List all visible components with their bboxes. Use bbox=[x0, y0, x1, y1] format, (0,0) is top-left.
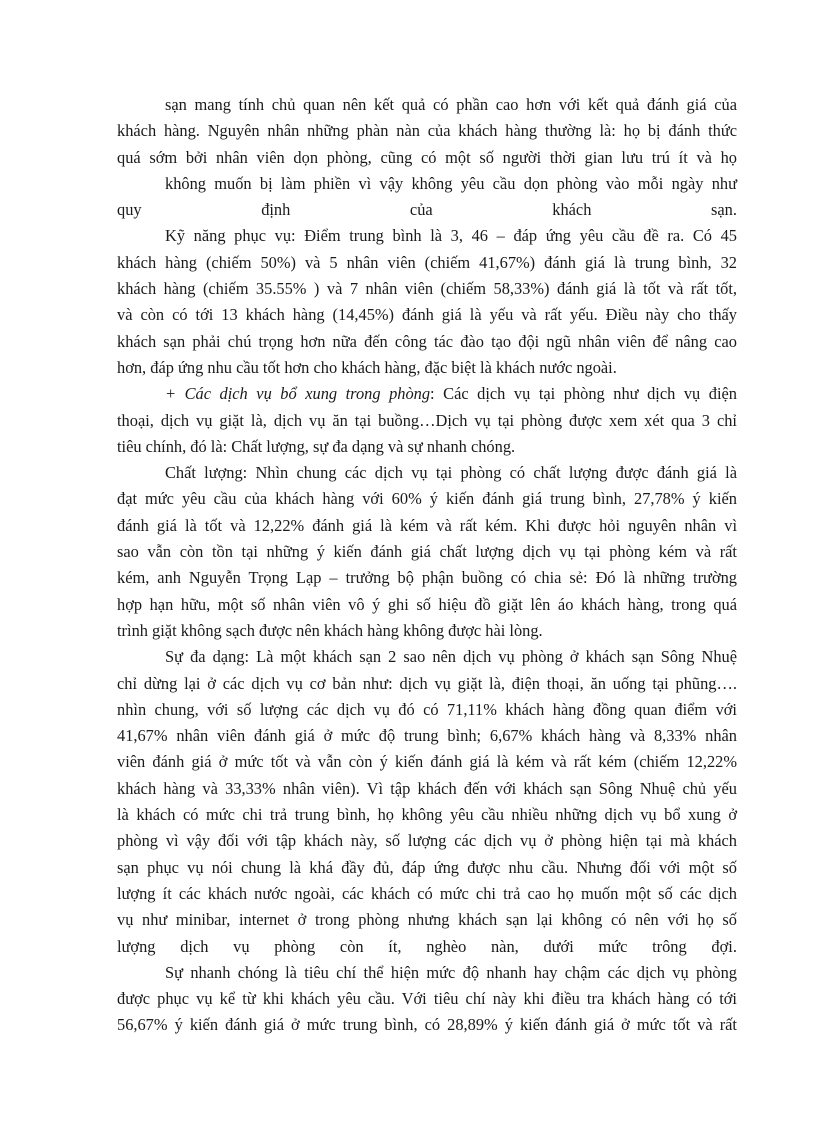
text-word: phòng bbox=[274, 936, 316, 956]
text-line: chỉ dừng lại ở các dịch vụ cơ bản như: dịch vụ giặt là, điện thoại, ăn uống tại phũng…. bbox=[117, 673, 737, 693]
text-word: còn bbox=[339, 936, 364, 956]
text-line: sạn mang tính chủ quan nên kết quả có phần cao hơn với kết quả đánh giá của bbox=[165, 95, 737, 114]
text-line: Sự nhanh chóng là tiêu chí thể hiện mức độ nhanh hay chậm các dịch vụ phòng bbox=[165, 962, 737, 982]
text-line: sạn phục vụ nói chung là khá đầy đủ, đáp ứng được nhu cầu. Nhưng đối với một số bbox=[117, 857, 737, 877]
text-line bbox=[117, 197, 737, 223]
text-line: quá sớm bởi nhân viên dọn phòng, cũng có một số người thời gian lưu trú ít và họ bbox=[117, 147, 737, 167]
text-line: khách hàng và 33,33% nhân viên). Vì tập khách đến với khách sạn Sông Nhuệ chủ yếu bbox=[117, 778, 737, 798]
text-word: nàn, bbox=[490, 936, 519, 956]
text-line: là khách có mức chi trả trung bình, họ không yêu cầu nhiều những dịch vụ bổ xung ở bbox=[117, 805, 737, 825]
text-line: hơn, đáp ứng nhu cầu tốt hơn cho khách hàng, đặc biệt là khách nước ngoài. bbox=[117, 357, 617, 377]
text-line: kém, anh Nguyễn Trọng Lạp – trưởng bộ phận buồng có chia sẻ: Đó là những trường bbox=[117, 568, 737, 588]
italic-heading: + Các dịch vụ bổ xung trong phòng bbox=[165, 384, 431, 404]
document-page bbox=[117, 92, 737, 1039]
text-word: ít, bbox=[388, 936, 402, 956]
text-word: trông bbox=[652, 936, 687, 956]
text-line: hợp hạn hữu, một số nhân viên vô ý ghi số hiệu đồ giặt lên áo khách hàng, trong quá bbox=[117, 594, 737, 614]
text-line: khách sạn phải chú trọng hơn nữa đến công tác đào tạo đội ngũ nhân viên để nâng cao bbox=[117, 331, 737, 351]
text-word: nghèo bbox=[426, 936, 467, 956]
text-word: đợi. bbox=[711, 936, 737, 956]
text-line: Kỹ năng phục vụ: Điểm trung bình là 3, 46 – đáp ứng yêu cầu đề ra. Có 45 bbox=[165, 226, 737, 246]
text-word: quy bbox=[117, 200, 142, 220]
text-line: sao vẫn còn tồn tại những ý kiến đánh giá chất lượng dịch vụ tại phòng kém và rất bbox=[117, 542, 737, 562]
text-line: phòng vì vậy đối với tập khách này, số lượng các dịch vụ ở phòng hiện tại mà khách bbox=[117, 831, 737, 851]
text-line: khách hàng (chiếm 35.55% ) và 7 nhân viên (chiếm 58,33%) đánh giá là tốt và rất tốt, bbox=[117, 279, 737, 299]
text-run: : Các dịch vụ tại phòng như dịch vụ điện bbox=[430, 384, 737, 404]
text-line: được phục vụ kể từ khi khách yêu cầu. Với tiêu chí này khi điều tra khách hàng có tới bbox=[117, 989, 737, 1009]
text-line: tiêu chính, đó là: Chất lượng, sự đa dạng và sự nhanh chóng. bbox=[117, 436, 516, 456]
text-line: trình giặt không sạch được nên khách hàng không được hài lòng. bbox=[117, 620, 543, 640]
text-line: đánh giá là tốt và 12,22% đánh giá là kém và rất kém. Khi được hỏi nguyên nhân vì bbox=[117, 515, 737, 535]
text-line: Sự đa dạng: Là một khách sạn 2 sao nên dịch vụ phòng ở khách sạn Sông Nhuệ bbox=[165, 647, 737, 667]
text-line: khách hàng. Nguyên nhân những phàn nàn của khách hàng thường là: họ bị đánh thức bbox=[117, 121, 737, 141]
text-word: sạn. bbox=[711, 200, 737, 220]
text-line: lượng ít các khách nước ngoài, các khách có mức chi trả cao họ muốn một số các dịch bbox=[117, 883, 737, 903]
text-line bbox=[117, 934, 737, 960]
text-line: và còn có tới 13 khách hàng (14,45%) đánh giá là yếu và rất yếu. Điều này cho thấy bbox=[117, 305, 737, 325]
text-word: lượng bbox=[117, 936, 156, 956]
text-word: vụ bbox=[233, 936, 250, 956]
text-line: 56,67% ý kiến đánh giá ở mức trung bình, có 28,89% ý kiến đánh giá ở mức tốt và rất bbox=[117, 1015, 737, 1035]
text-line: viên đánh giá ở mức tốt và vẫn còn ý kiến đánh giá là kém và rất kém (chiếm 12,22% bbox=[117, 752, 737, 772]
text-word: khách bbox=[552, 200, 592, 220]
text-line: khách hàng (chiếm 50%) và 5 nhân viên (chiếm 41,67%) đánh giá là trung bình, 32 bbox=[117, 252, 737, 272]
text-line: Chất lượng: Nhìn chung các dịch vụ tại phòng có chất lượng được đánh giá là bbox=[165, 463, 737, 483]
text-line: nhìn chung, với số lượng các dịch vụ đó có 71,11% khách hàng đồng quan điểm với bbox=[117, 699, 737, 719]
text-line bbox=[117, 381, 737, 407]
text-word: dưới bbox=[543, 936, 574, 956]
text-word: của bbox=[409, 200, 433, 220]
text-word: định bbox=[261, 200, 291, 220]
text-line: vụ như minibar, internet ở trong phòng nhưng khách sạn lại không có nên với họ số bbox=[117, 910, 737, 930]
text-line: không muốn bị làm phiền vì vậy không yêu cầu dọn phòng vào mỗi ngày như bbox=[165, 173, 737, 193]
text-line: đạt mức yêu cầu của khách hàng với 60% ý kiến đánh giá trung bình, 27,78% ý kiến bbox=[117, 489, 737, 509]
text-word: mức bbox=[598, 936, 628, 956]
text-line: 41,67% nhân viên đánh giá ở mức độ trung bình; 6,67% khách hàng và 8,33% nhân bbox=[117, 726, 737, 746]
text-line: thoại, dịch vụ giặt là, dịch vụ ăn tại buồng…Dịch vụ tại phòng được xem xét qua 3 chỉ bbox=[117, 410, 737, 430]
text-word: dịch bbox=[180, 936, 209, 956]
